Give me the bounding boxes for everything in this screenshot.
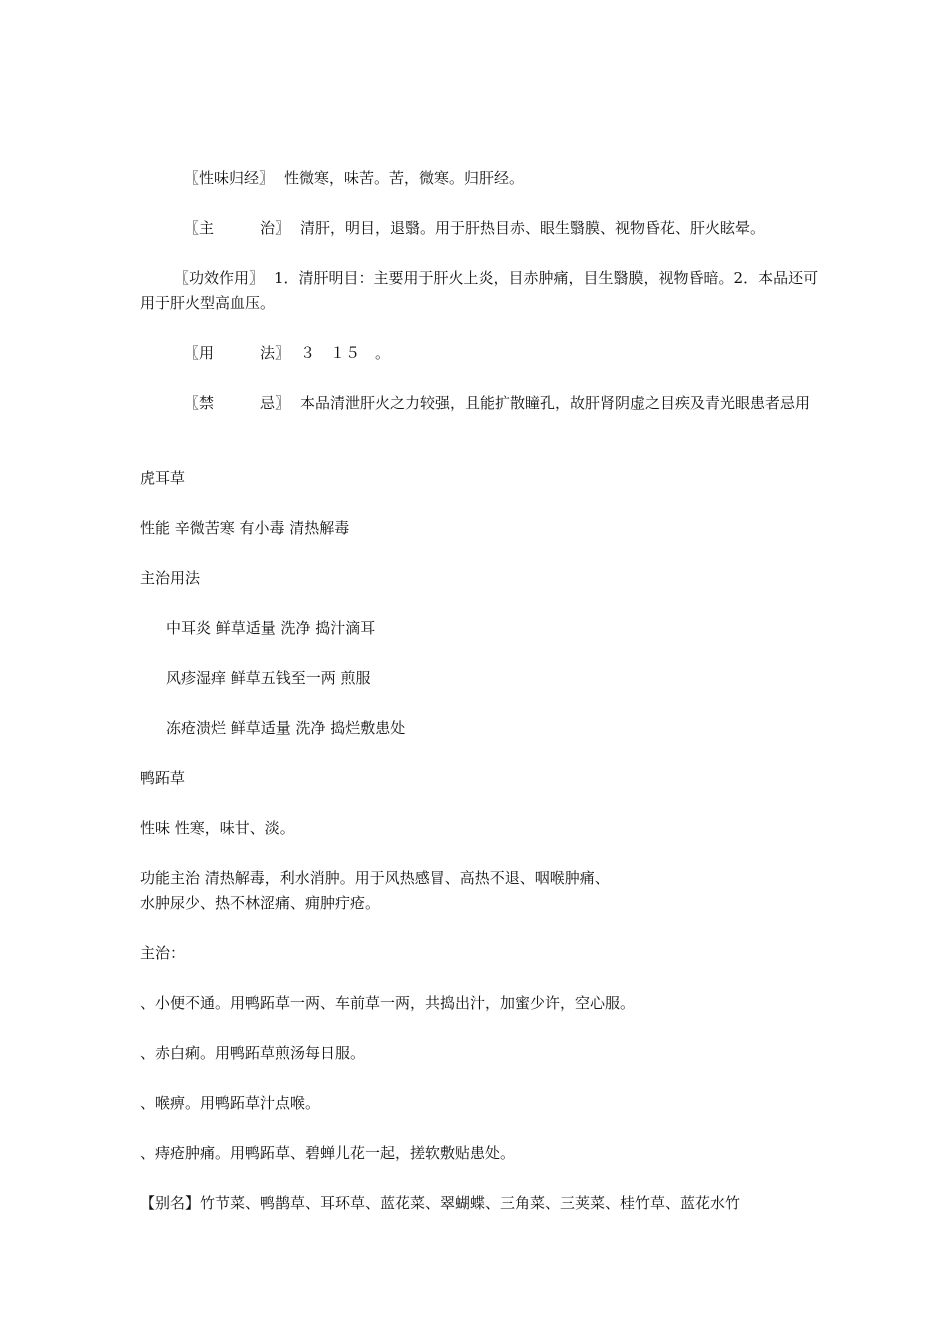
- text-nature-taste: 性微寒，味苦。苦，微寒。归肝经。: [284, 169, 525, 187]
- label-effects: 〖功效作用〗: [174, 269, 265, 287]
- yazhicao-item: 、赤白痢。用鸭跖草煎汤每日服。: [140, 1044, 366, 1062]
- yazhicao-alias: 【别名】竹节菜、鸭鹊草、耳环草、蓝花菜、翠蝴蝶、三角菜、三荚菜、桂竹草、蓝花水竹: [140, 1194, 741, 1212]
- text-contra: 本品清泄肝火之力较强，且能扩散瞳孔，故肝肾阴虚之目疾及青光眼患者忌用: [300, 394, 811, 412]
- label-contra-a: 〖禁: [184, 394, 215, 412]
- paragraph-usage: [140, 341, 820, 366]
- heading-yazhicao: 鸭跖草: [140, 769, 186, 787]
- paragraph-contraindications: [140, 391, 820, 416]
- yazhicao-item: 、痔疮肿痛。用鸭跖草、碧蝉儿花一起，搓软敷贴患处。: [140, 1144, 516, 1162]
- yazhicao-item: 、小便不通。用鸭跖草一两、车前草一两，共捣出汁，加蜜少许，空心服。: [140, 994, 636, 1012]
- paragraph-indications: [140, 216, 820, 241]
- paragraph-nature-taste: [140, 166, 820, 191]
- label-indications-a: 〖主: [184, 219, 215, 237]
- label-nature-taste: 〖性味归经〗: [184, 169, 275, 187]
- huercao-item: 冻疮溃烂 鲜草适量 洗净 捣烂敷患处: [166, 719, 406, 737]
- paragraph-effects: [140, 266, 820, 316]
- yazhicao-taste: 性味 性寒，味甘、淡。: [140, 819, 295, 837]
- heading-huercao: 虎耳草: [140, 469, 186, 487]
- label-contra-b: 忌〗: [260, 394, 291, 412]
- yazhicao-item: 、喉痹。用鸭跖草汁点喉。: [140, 1094, 321, 1112]
- label-usage-a: 〖用: [184, 344, 215, 362]
- text-usage: ３ １５ 。: [300, 344, 391, 362]
- text-indications: 清肝，明目，退翳。用于肝热目赤、眼生翳膜、视物昏花、肝火眩晕。: [300, 219, 766, 237]
- yazhicao-function-line2: 水肿尿少、热不林涩痛、痈肿疔疮。: [140, 894, 381, 912]
- label-usage-b: 法〗: [260, 344, 291, 362]
- huercao-item: 中耳炎 鲜草适量 洗净 捣汁滴耳: [166, 619, 376, 637]
- huercao-usage-heading: 主治用法: [140, 569, 201, 587]
- text-effects: 1．清肝明目：主要用于肝火上炎，目赤肿痛，目生翳膜，视物昏暗。2．本品还可用于肝火型高血压。: [140, 269, 819, 312]
- yazhicao-function-line1: 功能主治 清热解毒，利水消肿。用于风热感冒、高热不退、咽喉肿痛、: [140, 869, 610, 887]
- huercao-item: 风疹湿痒 鲜草五钱至一两 煎服: [166, 669, 371, 687]
- yazhicao-main-heading: 主治：: [140, 944, 186, 962]
- label-indications-b: 治〗: [260, 219, 291, 237]
- huercao-properties: 性能 辛微苦寒 有小毒 清热解毒: [140, 519, 350, 537]
